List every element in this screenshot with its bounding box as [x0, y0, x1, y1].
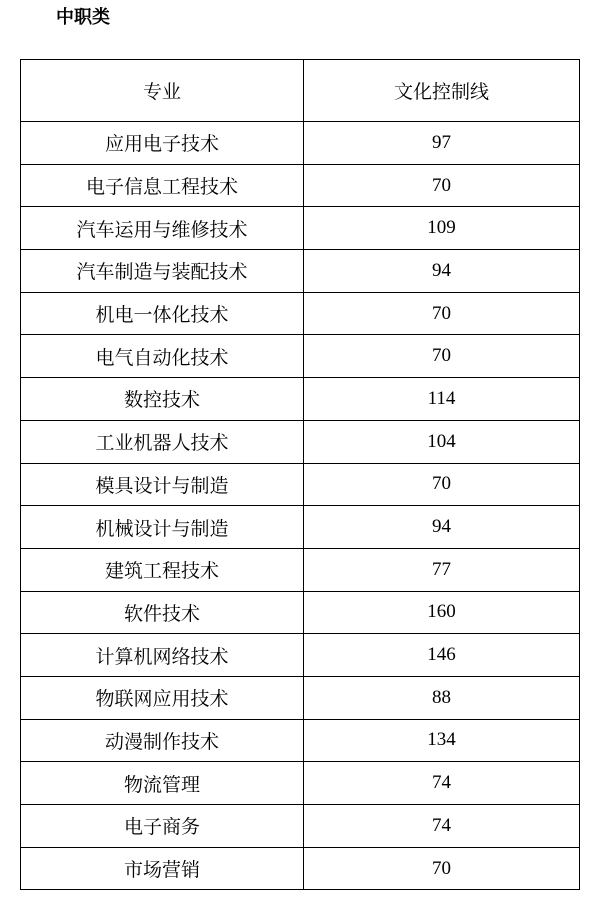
table-row [21, 207, 580, 250]
score-cell: 134 [304, 719, 580, 762]
table-row [21, 719, 580, 762]
score-cell: 94 [304, 250, 580, 293]
score-cell: 77 [304, 548, 580, 591]
major-cell: 软件技术 [21, 591, 304, 634]
score-cell: 70 [304, 463, 580, 506]
score-cell: 94 [304, 506, 580, 549]
score-table [20, 59, 580, 890]
major-cell: 工业机器人技术 [21, 420, 304, 463]
table-row [21, 122, 580, 165]
score-cell: 160 [304, 591, 580, 634]
score-cell: 114 [304, 378, 580, 421]
score-cell: 70 [304, 164, 580, 207]
table-row [21, 420, 580, 463]
table-row [21, 762, 580, 805]
table-row [21, 164, 580, 207]
table-row [21, 292, 580, 335]
table-row [21, 250, 580, 293]
major-cell: 计算机网络技术 [21, 634, 304, 677]
major-cell: 汽车制造与装配技术 [21, 250, 304, 293]
score-cell: 70 [304, 292, 580, 335]
score-cell: 146 [304, 634, 580, 677]
score-cell: 88 [304, 676, 580, 719]
major-cell: 机械设计与制造 [21, 506, 304, 549]
table-row [21, 548, 580, 591]
score-cell: 74 [304, 762, 580, 805]
column-header-major: 专业 [21, 60, 304, 122]
major-cell: 应用电子技术 [21, 122, 304, 165]
table-row [21, 805, 580, 848]
table-header-row [21, 60, 580, 122]
table-row [21, 335, 580, 378]
score-cell: 97 [304, 122, 580, 165]
major-cell: 电子信息工程技术 [21, 164, 304, 207]
table-body [21, 122, 580, 890]
major-cell: 数控技术 [21, 378, 304, 421]
major-cell: 电气自动化技术 [21, 335, 304, 378]
table-row [21, 591, 580, 634]
column-header-score: 文化控制线 [304, 60, 580, 122]
score-cell: 109 [304, 207, 580, 250]
score-cell: 70 [304, 847, 580, 890]
major-cell: 物联网应用技术 [21, 676, 304, 719]
table-row [21, 463, 580, 506]
major-cell: 物流管理 [21, 762, 304, 805]
major-cell: 机电一体化技术 [21, 292, 304, 335]
score-cell: 104 [304, 420, 580, 463]
table-row [21, 634, 580, 677]
major-cell: 模具设计与制造 [21, 463, 304, 506]
major-cell: 建筑工程技术 [21, 548, 304, 591]
table-row [21, 506, 580, 549]
score-cell: 70 [304, 335, 580, 378]
table-row [21, 676, 580, 719]
major-cell: 汽车运用与维修技术 [21, 207, 304, 250]
table-row [21, 378, 580, 421]
page-title: 中职类 [56, 7, 110, 28]
major-cell: 动漫制作技术 [21, 719, 304, 762]
score-cell: 74 [304, 805, 580, 848]
table-row [21, 847, 580, 890]
major-cell: 电子商务 [21, 805, 304, 848]
major-cell: 市场营销 [21, 847, 304, 890]
